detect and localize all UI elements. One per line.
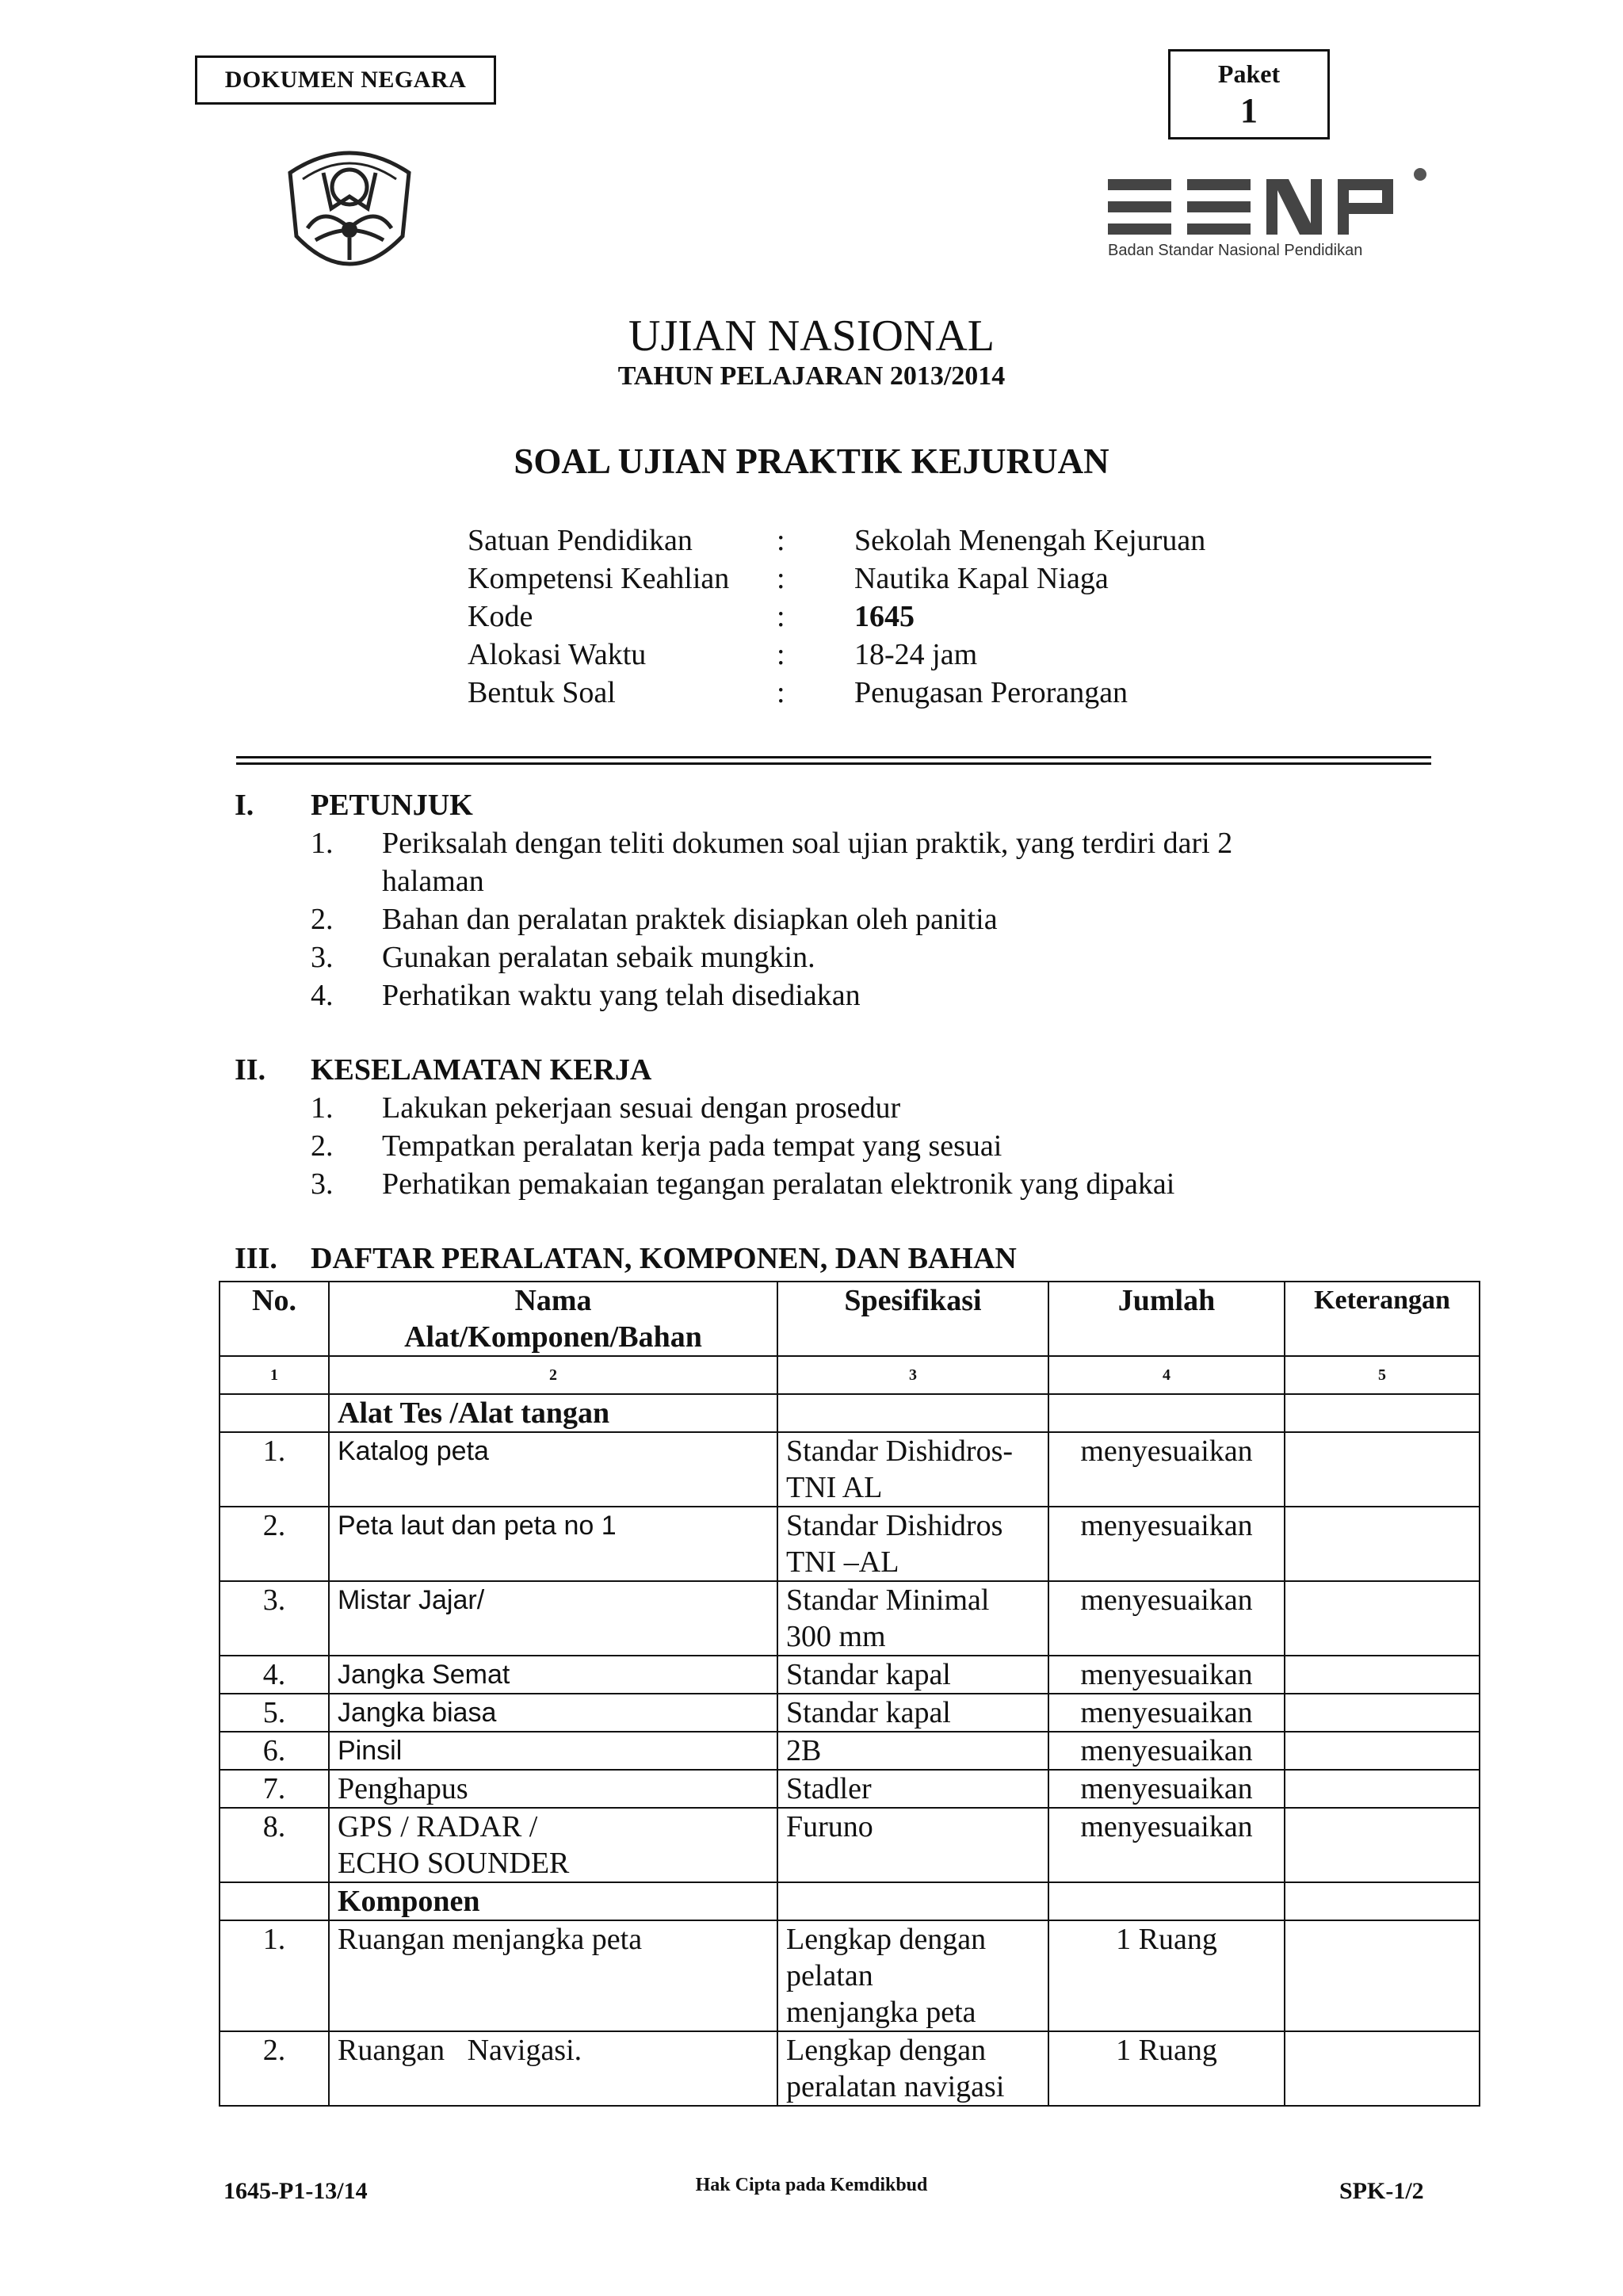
- section-number: I.: [235, 789, 254, 822]
- info-value: 1645: [854, 600, 915, 633]
- table-row: 1. Katalog peta Standar Dishidros- TNI AL menyesuaikan: [220, 1432, 1480, 1507]
- table-row: 7. Penghapus Stadler menyesuaikan: [220, 1770, 1480, 1808]
- exam-subtitle: SOAL UJIAN PRAKTIK KEJURUAN: [514, 441, 1109, 481]
- table-row: 4. Jangka Semat Standar kapal menyesuaikan: [220, 1656, 1480, 1694]
- academic-year: TAHUN PELAJARAN 2013/2014: [617, 361, 1006, 391]
- list-item: 1. Lakukan pekerjaan sesuai dengan prosedur: [311, 1091, 901, 1125]
- info-label: Alokasi Waktu: [468, 638, 647, 671]
- list-item: 2. Bahan dan peralatan praktek disiapkan oleh panitia: [311, 903, 998, 936]
- table-group-row: [220, 1882, 1480, 1920]
- info-row: [468, 674, 1330, 712]
- bsnp-caption: Badan Standar Nasional Pendidikan: [1108, 242, 1363, 259]
- list-item-continuation: halaman: [382, 865, 484, 898]
- exam-info: [468, 521, 1330, 712]
- info-row: [468, 598, 1330, 636]
- list-item: 2. Tempatkan peralatan kerja pada tempat yang sesuai: [311, 1129, 1002, 1163]
- table-index-row: 1 2 3 4 5: [220, 1356, 1480, 1394]
- divider-line: [236, 762, 1431, 765]
- document-label: DOKUMEN NEGARA: [195, 55, 496, 105]
- info-separator: :: [777, 676, 785, 709]
- table-row: 6. Pinsil 2B menyesuaikan: [220, 1732, 1480, 1770]
- info-value: Nautika Kapal Niaga: [854, 562, 1109, 595]
- section-title: DAFTAR PERALATAN, KOMPONEN, DAN BAHAN: [311, 1242, 1017, 1275]
- table-row: 2. Peta laut dan peta no 1 Standar Dishidros TNI –AL menyesuaikan: [220, 1507, 1480, 1581]
- group-label: Alat Tes /Alat tangan: [329, 1394, 777, 1432]
- info-value: 18-24 jam: [854, 638, 978, 671]
- info-row: [468, 560, 1330, 598]
- list-item: 1. Periksalah dengan teliti dokumen soal ujian praktik, yang terdiri dari 2: [311, 827, 1233, 860]
- header-spesifikasi: Spesifikasi: [777, 1282, 1048, 1356]
- bsnp-logo: [1100, 163, 1433, 265]
- list-item: 3. Perhatikan pemakaian tegangan peralatan elektronik yang dipakai: [311, 1167, 1175, 1201]
- info-separator: :: [777, 638, 785, 671]
- table-group-row: [220, 1394, 1480, 1432]
- section-title: PETUNJUK: [311, 789, 473, 822]
- section-number: III.: [235, 1242, 277, 1275]
- info-row: [468, 636, 1330, 674]
- paket-label: Paket: [1217, 59, 1281, 88]
- footer-page: SPK-1/2: [1339, 2178, 1424, 2204]
- divider-line: [236, 756, 1431, 758]
- info-label: Kode: [468, 600, 533, 633]
- header-keterangan: Keterangan: [1285, 1282, 1480, 1356]
- table-row: 5. Jangka biasa Standar kapal menyesuaikan: [220, 1694, 1480, 1732]
- tut-wuri-handayani-logo: [276, 141, 423, 282]
- paket-box: [1168, 49, 1330, 139]
- group-label: Komponen: [329, 1882, 777, 1920]
- info-label: Bentuk Soal: [468, 676, 616, 709]
- footer-copyright: Hak Cipta pada Kemdikbud: [695, 2175, 928, 2195]
- info-separator: :: [777, 600, 785, 633]
- exam-title: UJIAN NASIONAL: [628, 311, 995, 361]
- section-number: II.: [235, 1053, 266, 1087]
- table-row: 2. Ruangan Navigasi. Lengkap dengan peralatan navigasi 1 Ruang: [220, 2031, 1480, 2106]
- equipment-table: [219, 1281, 1480, 2107]
- info-label: Kompetensi Keahlian: [468, 562, 730, 595]
- table-row: 1. Ruangan menjangka peta Lengkap dengan pelatan menjangka peta 1 Ruang: [220, 1920, 1480, 2031]
- info-label: Satuan Pendidikan: [468, 524, 693, 557]
- table-row: 8. GPS / RADAR / ECHO SOUNDER Furuno menyesuaikan: [220, 1808, 1480, 1882]
- header-jumlah: Jumlah: [1048, 1282, 1285, 1356]
- footer-code: 1645-P1-13/14: [223, 2178, 368, 2204]
- info-value: Sekolah Menengah Kejuruan: [854, 524, 1206, 557]
- header-no: No.: [220, 1282, 329, 1356]
- info-separator: :: [777, 562, 785, 595]
- info-value: Penugasan Perorangan: [854, 676, 1128, 709]
- paket-number: 1: [1240, 91, 1258, 130]
- info-row: [468, 521, 1330, 560]
- table-row: 3. Mistar Jajar/ Standar Minimal 300 mm menyesuaikan: [220, 1581, 1480, 1656]
- info-separator: :: [777, 524, 785, 557]
- list-item: 4. Perhatikan waktu yang telah disediakan: [311, 979, 861, 1012]
- list-item: 3. Gunakan peralatan sebaik mungkin.: [311, 941, 815, 974]
- table-header-row: [220, 1282, 1480, 1356]
- section-title: KESELAMATAN KERJA: [311, 1053, 652, 1087]
- header-nama: Nama Alat/Komponen/Bahan: [329, 1282, 777, 1356]
